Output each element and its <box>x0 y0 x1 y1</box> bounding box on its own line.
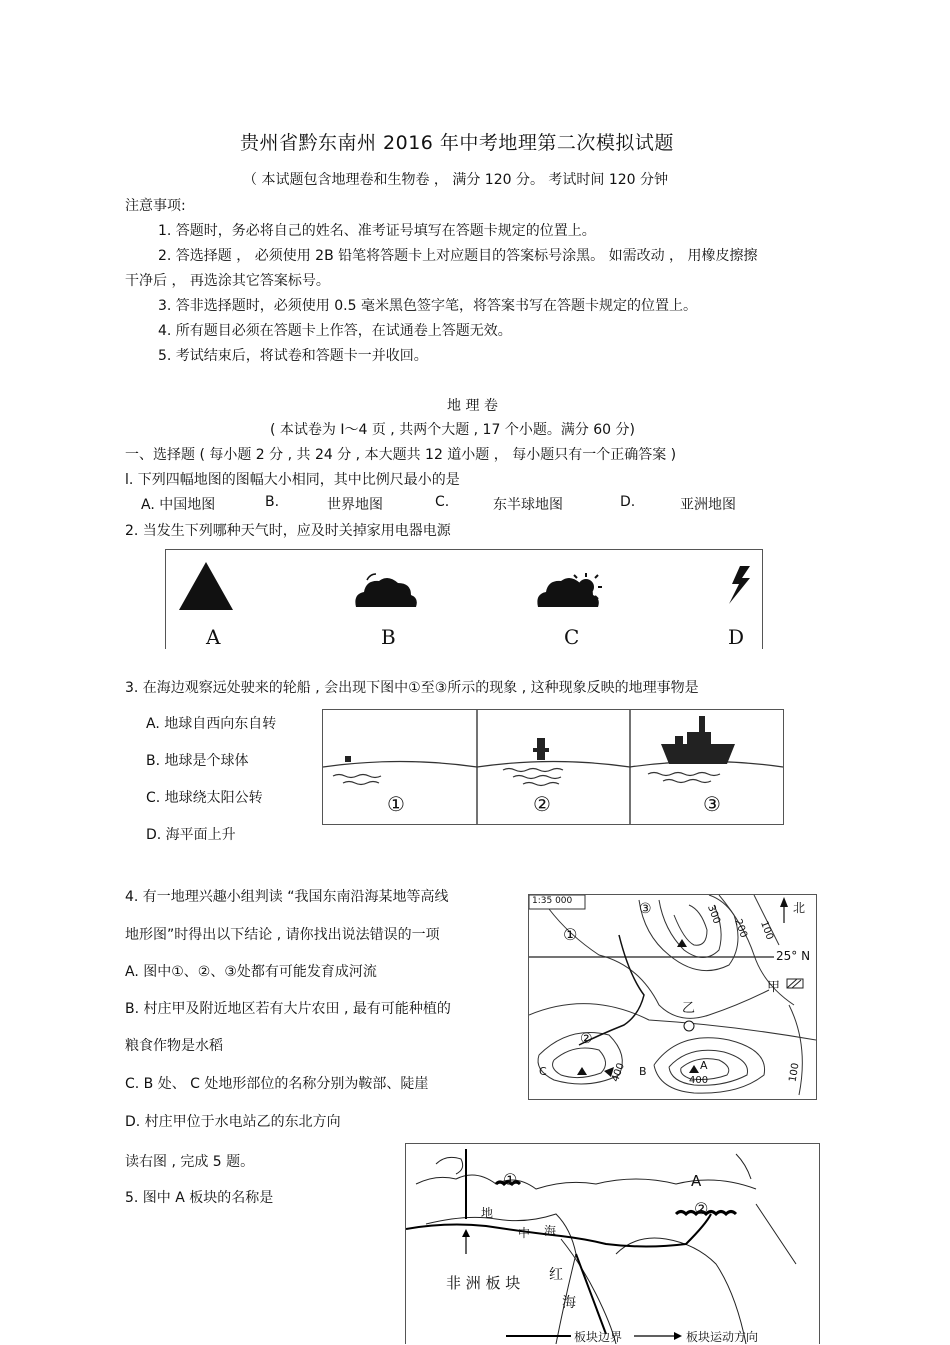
contour-label: 100 <box>787 1062 802 1083</box>
ship-horizon-figure <box>322 709 784 825</box>
region-label: 红 <box>549 1267 563 1283</box>
latitude-label: 25° N <box>776 949 811 963</box>
panel-label: ③ <box>703 792 721 816</box>
contour-map-figure <box>528 894 817 1100</box>
point-label: ③ <box>639 901 652 917</box>
weather-label-c: C <box>564 625 580 649</box>
cloudy-icon <box>355 574 416 607</box>
ship-mid-icon <box>533 738 549 760</box>
map-scale: 1:35 000 <box>532 896 573 906</box>
region-label: 海 <box>562 1295 576 1311</box>
point-label: B <box>639 1065 647 1078</box>
partly-sunny-icon <box>537 573 602 607</box>
region-label: ① <box>503 1170 518 1189</box>
legend-boundary: 板块边界 <box>574 1330 623 1344</box>
q3-option: D. 海平面上升 <box>146 827 236 843</box>
notice-heading: 注意事项: <box>125 198 186 214</box>
africa-plate-label: 非 洲 板 块 <box>446 1274 521 1292</box>
q3-stem: 3. 在海边观察远处驶来的轮船 , 会出现下图中①至③所示的现象 , 这种现象反映的地理事物是 <box>125 680 699 696</box>
q4-stem: 地形图”时得出以下结论 , 请你找出说法错误的一项 <box>125 927 440 943</box>
thunderstorm-triangle-icon <box>179 562 233 610</box>
contour-label: 100 <box>758 919 775 942</box>
contour-label: 300 <box>705 903 722 926</box>
notice-item: 4. 所有题目必须在答题卡上作答，在试通卷上答题无效。 <box>158 323 512 339</box>
region-label: 中 <box>518 1226 531 1240</box>
point-label: C <box>539 1065 547 1078</box>
q4-option: A. 图中①、②、③处都有可能发育成河流 <box>125 964 377 980</box>
q4-option: B. 村庄甲及附近地区若有大片农田 , 最有可能种植的 <box>125 1001 451 1017</box>
region-label: 地 <box>481 1206 494 1220</box>
q4-stem: 4. 有一地理兴趣小组判读 “我国东南沿海某地等高线 <box>125 889 449 905</box>
notice-item: 3. 答非选择题时，必须使用 0.5 毫米黑色签字笔，将答案书写在答题卡规定的位置上。 <box>158 298 697 314</box>
notice-item: 1. 答题时，务必将自己的姓名、准考证号填写在答题卡规定的位置上。 <box>158 223 596 239</box>
page-subtitle: （ 本试题包含地理卷和生物卷 ， 满分 120 分。 考试时间 120 分钟 <box>243 172 669 188</box>
village-label: 甲 <box>767 980 781 995</box>
q3-option: A. 地球自西向东自转 <box>146 716 277 732</box>
part-heading: 一、选择题 ( 每小题 2 分 , 共 24 分 , 本大题共 12 道小题 ， 每小题只有一个正确答案 ) <box>125 447 677 463</box>
q3-option: B. 地球是个球体 <box>146 753 249 769</box>
q1-option: 亚洲地图 <box>680 497 736 513</box>
notice-item: 2. 答选择题 ， 必须使用 2B 铅笔将答题卡上对应题目的答案标号涂黑。 如需改动 ， 用橡皮擦擦 <box>158 248 758 264</box>
q1-option: 世界地图 <box>327 497 383 513</box>
q5-intro: 读右图 , 完成 5 题。 <box>125 1154 255 1170</box>
panel-label: ① <box>387 792 405 816</box>
north-label: 北 <box>793 901 806 915</box>
point-label: ② <box>580 1031 593 1047</box>
weather-label-a: A <box>206 625 221 649</box>
q4-option: D. 村庄甲位于水电站乙的东北方向 <box>125 1114 341 1130</box>
section-subtitle: ( 本试卷为 Ⅰ～4 页 , 共两个大题 , 17 个小题。满分 60 分) <box>270 422 635 438</box>
q3-option: C. 地球绕太阳公转 <box>146 790 263 806</box>
region-label: 海 <box>544 1224 557 1238</box>
contour-label: 400 <box>689 1075 709 1086</box>
ship-far-icon <box>345 756 351 762</box>
q4-option: 粮食作物是水稻 <box>125 1038 223 1054</box>
point-label: ① <box>563 925 578 944</box>
station-label: 乙 <box>682 1001 696 1016</box>
q1-option: A. 中国地图 <box>141 497 216 513</box>
weather-label-d: D <box>728 625 745 649</box>
q1-option: 东半球地图 <box>493 497 563 513</box>
plate-map-figure <box>405 1143 820 1344</box>
point-label: A <box>700 1059 708 1072</box>
notice-item: 5. 考试结束后，将试卷和答题卡一并收回。 <box>158 348 428 364</box>
notice-item: 干净后 ， 再选涂其它答案标号。 <box>125 273 330 289</box>
weather-icons-figure <box>165 549 763 649</box>
q5-stem: 5. 图中 A 板块的名称是 <box>125 1190 274 1206</box>
q2-stem: 2. 当发生下列哪种天气时，应及时关掉家用电器电源 <box>125 523 451 539</box>
region-label: ② <box>694 1199 709 1218</box>
ship-near-icon <box>661 716 735 764</box>
page-title: 贵州省黔东南州 2016 年中考地理第二次模拟试题 <box>240 132 674 154</box>
q1-option: C. <box>435 494 450 510</box>
lightning-icon <box>729 566 750 604</box>
legend-direction: 板块运动方向 <box>686 1330 759 1344</box>
plate-a-label: A <box>691 1172 702 1190</box>
section-title: 地 理 卷 <box>447 398 498 414</box>
q1-option: D. <box>620 494 636 510</box>
q1-stem: l. 下列四幅地图的图幅大小相同，其中比例尺最小的是 <box>125 472 460 488</box>
contour-label: 200 <box>732 917 749 940</box>
contour-label: 400 <box>610 1061 627 1084</box>
weather-label-b: B <box>381 625 396 649</box>
q4-option: C. B 处、 C 处地形部位的名称分别为鞍部、陡崖 <box>125 1076 429 1092</box>
q1-option: B. <box>265 494 280 510</box>
panel-label: ② <box>533 792 551 816</box>
